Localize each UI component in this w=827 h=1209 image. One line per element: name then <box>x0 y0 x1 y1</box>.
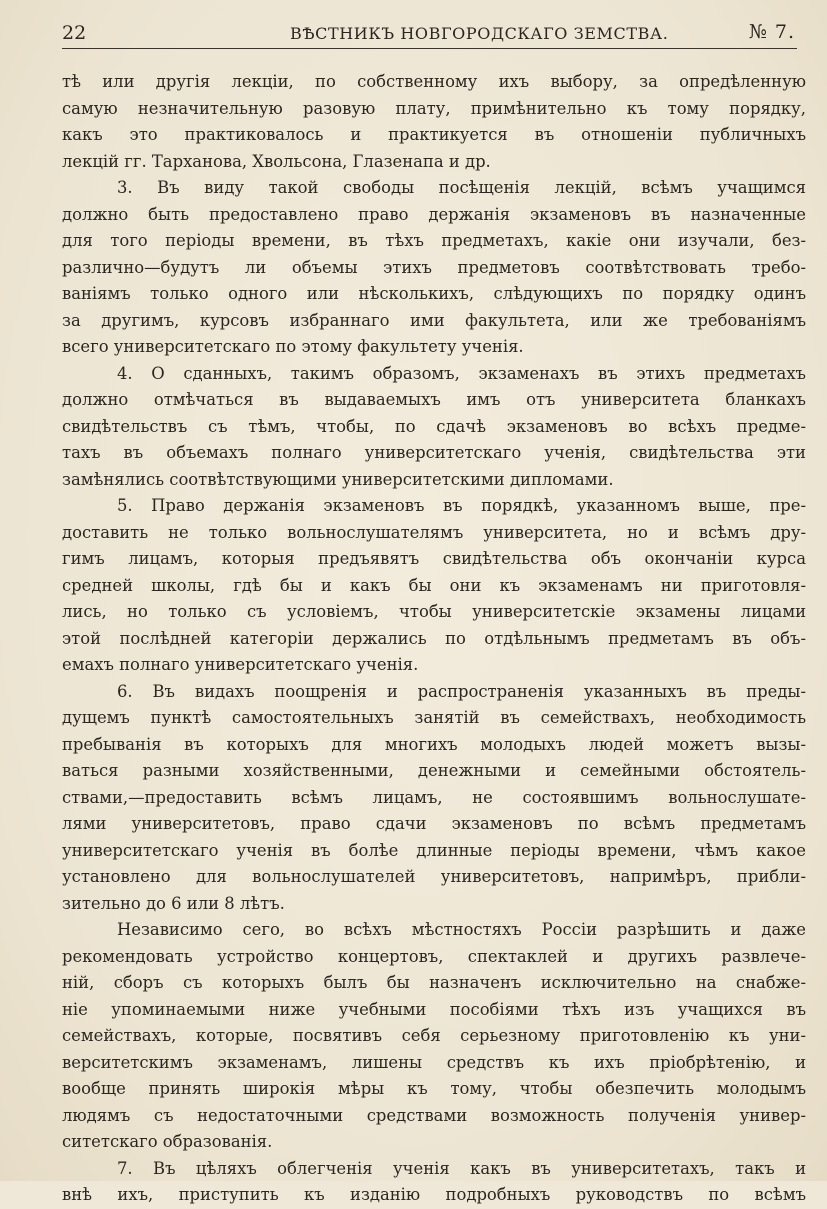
text-line: тахъ въ объемахъ полнаго университетскаго ученія, свидѣтельства эти <box>62 443 806 462</box>
text-line: для того періоды времени, въ тѣхъ предметахъ, какіе они изучали, без- <box>62 231 806 250</box>
text-line: дущемъ пунктѣ самостоятельныхъ занятій въ семействахъ, необходимость <box>62 708 806 727</box>
paragraph-first-line: Независимо сего, во всѣхъ мѣстностяхъ Россіи разрѣшить и даже <box>117 920 806 939</box>
text-line: верситетскимъ экзаменамъ, лишены средствъ къ ихъ пріобрѣтенію, и <box>62 1052 806 1072</box>
paragraph-first-line: 3. Въ виду такой свободы посѣщенія лекцій, всѣмъ учащимся <box>117 178 806 197</box>
text-line: ній, сборъ съ которыхъ былъ бы назначенъ исключительно на снабже- <box>62 973 806 992</box>
text-line: различно—будутъ ли объемы этихъ предметовъ соотвѣтствовать требо- <box>62 257 806 277</box>
paragraph-first-line: 5. Право держанія экзаменовъ въ порядкѣ, указанномъ выше, пре- <box>117 496 806 515</box>
text-line: замѣнялись соотвѣтствующими университетскими дипломами. <box>62 469 614 489</box>
page-header <box>62 18 797 49</box>
text-line: университетскаго ученія въ болѣе длинные періоды времени, чѣмъ какое <box>62 840 806 860</box>
body-text <box>62 69 806 1209</box>
text-line: емахъ полнаго университетскаго ученія. <box>62 655 419 674</box>
text-line: тѣ или другія лекціи, по собственному ихъ выбору, за опредѣленную <box>62 72 806 91</box>
text-line: доставить не только вольнослушателямъ университета, но и всѣмъ дру- <box>62 522 806 542</box>
paragraph-first-line: 4. О сданныхъ, такимъ образомъ, экзаменахъ въ этихъ предметахъ <box>117 363 806 383</box>
text-line: пребыванія въ которыхъ для многихъ молодыхъ людей можетъ вызы- <box>62 734 806 754</box>
paragraph-first-line: 6. Въ видахъ поощренія и распространенія указанныхъ въ преды- <box>117 681 806 701</box>
paragraph-first-line: 7. Въ цѣляхъ облегченія ученія какъ въ университетахъ, такъ и <box>117 1158 806 1178</box>
text-line: какъ это практиковалось и практикуется въ отношеніи публичныхъ <box>62 125 806 144</box>
text-line: должно быть предоставлено право держанія экзаменовъ въ назначенные <box>62 204 806 224</box>
text-line: ситетскаго образованія. <box>62 1132 273 1151</box>
text-line: лями университетовъ, право сдачи экзаменовъ по всѣмъ предметамъ <box>62 814 806 833</box>
text-line: установлено для вольнослушателей университетовъ, напримѣръ, прибли- <box>62 867 806 886</box>
text-line: гимъ лицамъ, которыя предъявятъ свидѣтельства объ окончаніи курса <box>62 549 806 568</box>
text-line: лись, но только съ условіемъ, чтобы университетскіе экзамены лицами <box>62 602 806 621</box>
text-line: лекцій гг. Тарханова, Хвольсона, Глазенапа и др. <box>62 151 491 171</box>
text-line: ствами,—предоставить всѣмъ лицамъ, не состоявшимъ вольнослушате- <box>62 787 806 807</box>
text-line: средней школы, гдѣ бы и какъ бы они къ экзаменамъ ни приготовля- <box>62 575 806 595</box>
text-line: ваться разными хозяйственными, денежными и семейными обстоятель- <box>62 761 806 780</box>
text-line: ніе упоминаемыми ниже учебными пособіями тѣхъ изъ учащихся въ <box>62 999 806 1019</box>
text-line: внѣ ихъ, приступить къ изданію подробныхъ руководствъ по всѣмъ <box>62 1185 806 1204</box>
text-line: всего университетскаго по этому факультету ученія. <box>62 337 524 356</box>
text-line: зительно до 6 или 8 лѣтъ. <box>62 893 285 913</box>
text-line: за другимъ, курсовъ избраннаго ими факультета, или же требованіямъ <box>62 310 806 330</box>
text-line: самую незначительную разовую плату, примѣнительно къ тому порядку, <box>62 98 806 118</box>
text-line: ваніямъ только одного или нѣсколькихъ, слѣдующихъ по порядку одинъ <box>62 284 806 303</box>
issue-number: № 7. <box>748 21 795 43</box>
page-number: 22 <box>62 22 87 44</box>
text-line: свидѣтельствъ съ тѣмъ, чтобы, по сдачѣ экзаменовъ во всѣхъ предме- <box>62 416 806 436</box>
running-title: ВѢСТНИКЪ НОВГОРОДСКАГО ЗЕМСТВА. <box>290 24 669 43</box>
text-line: рекомендовать устройство концертовъ, спектаклей и другихъ развлече- <box>62 946 806 966</box>
text-line: этой послѣдней категоріи держались по отдѣльнымъ предметамъ въ объ- <box>62 628 806 648</box>
text-line: людямъ съ недостаточными средствами возможность полученія универ- <box>62 1105 806 1125</box>
text-line: семействахъ, которые, посвятивъ себя серьезному приготовленію къ уни- <box>62 1026 806 1045</box>
text-line: вообще принять широкія мѣры къ тому, чтобы обезпечить молодымъ <box>62 1079 806 1098</box>
text-line: должно отмѣчаться въ выдаваемыхъ имъ отъ университета бланкахъ <box>62 390 806 409</box>
